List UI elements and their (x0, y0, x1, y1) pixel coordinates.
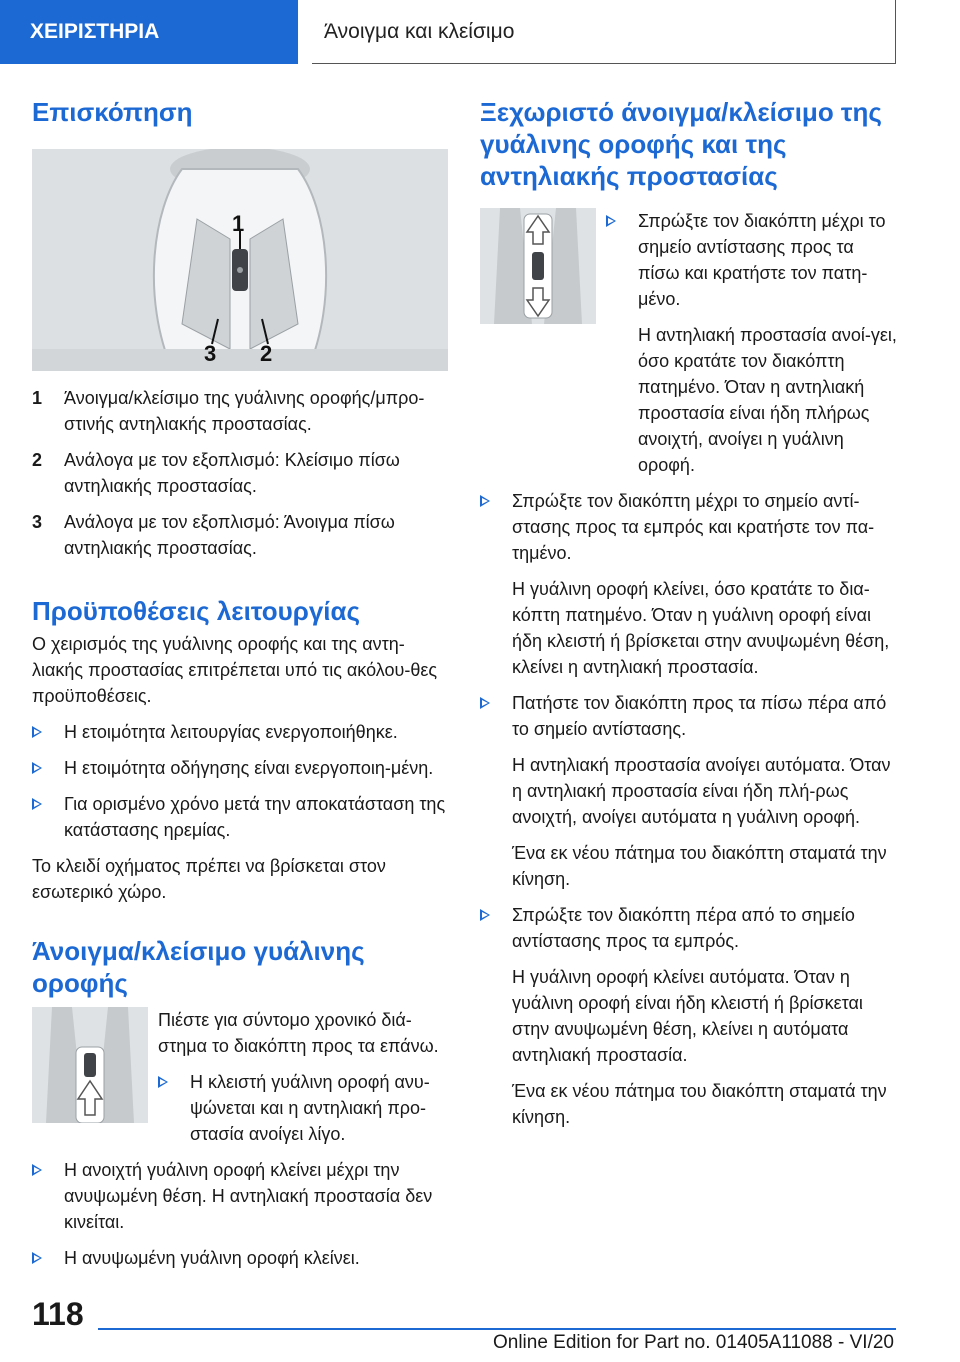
glass-bullet (32, 1245, 452, 1271)
bullet-text: Για ορισμένο χρόνο μετά την αποκατάσταση της κατάστασης ηρεμίας. (64, 794, 446, 840)
separate-bullet (606, 208, 900, 312)
footer-divider (98, 1328, 896, 1330)
overview-item (32, 385, 452, 437)
left-column (32, 96, 452, 1271)
chapter-title: Άνοιγμα και κλείσιμο (324, 19, 515, 43)
bullet-text: Η ανοιχτή γυάλινη οροφή κλείνει μέχρι την ανυψωμένη θέση. Η αντηλιακή προστασία δεν κινείται. (64, 1160, 433, 1232)
bullet-triangle-icon (32, 1252, 42, 1264)
page-number: 118 (32, 1296, 84, 1332)
glass-text (158, 1007, 452, 1147)
item-number: 3 (32, 512, 43, 532)
glass-heading: Άνοιγμα/κλείσιμο γυάλινης οροφής (32, 936, 365, 998)
item-text: Ανάλογα με τον εξοπλισμό: Κλείσιμο πίσω αντηλιακής προστασίας. (64, 450, 400, 496)
overview-item (32, 447, 452, 499)
item-text: Ανάλογα με τον εξοπλισμό: Άνοιγμα πίσω αντηλιακής προστασίας. (64, 512, 395, 558)
bullet-triangle-icon (158, 1076, 168, 1088)
bullet-triangle-icon (480, 697, 490, 709)
bullet-triangle-icon (32, 798, 42, 810)
bullet-text: Σπρώξτε τον διακόπτη μέχρι το σημείο αντί-στασης προς τα εμπρός και κρατήστε τον πα-τημένο. (512, 491, 875, 563)
separate-heading: Ξεχωριστό άνοιγμα/κλείσιμο της γυάλινης οροφής και της αντηλιακής προστασίας (480, 97, 882, 191)
glass-intro: Πιέστε για σύντομο χρονικό διά-στημα το διακόπτη προς τα επάνω. (158, 1010, 439, 1056)
bullet-triangle-icon (32, 1164, 42, 1176)
overview-figure (32, 149, 448, 371)
bullet-text: Η κλειστή γυάλινη οροφή ανυ-ψώνεται και η αντηλιακή προ-στασία ανοίγει λίγο. (190, 1072, 430, 1144)
overview-list (32, 385, 452, 561)
prereq-bullet (32, 791, 452, 843)
bullet-text: Η ετοιμότητα οδήγησης είναι ενεργοποιη-μένη. (64, 758, 434, 778)
separate-note: Η αντηλιακή προστασία ανοί-γει, όσο κρατάτε τον διακόπτη πατημένο. Όταν η αντηλιακή προστασία είναι ήδη πλήρως ανοιχτή, ανοίγει η γυάλινη οροφή. (638, 325, 897, 475)
glass-bullet (32, 1157, 452, 1235)
prereq-outro: Το κλειδί οχήματος πρέπει να βρίσκεται στον εσωτερικό χώρο. (32, 856, 386, 902)
bullet-text: Σπρώξτε τον διακόπτη πέρα από το σημείο αντίστασης προς τα εμπρός. (512, 905, 855, 951)
separate-note: Η αντηλιακή προστασία ανοίγει αυτόματα. Όταν η αντηλιακή προστασία είναι ήδη πλή-ρως ανοιχτή, ανοίγει αυτόματα η γυάλινη οροφή. (512, 755, 891, 827)
glass-row (32, 1007, 452, 1147)
separate-row (480, 208, 900, 478)
callout-2: 2 (260, 341, 273, 366)
bullet-triangle-icon (480, 909, 490, 921)
bullet-text: Πατήστε τον διακόπτη προς τα πίσω πέρα από το σημείο αντίστασης. (512, 693, 887, 739)
overview-heading: Επισκόπηση (32, 97, 193, 127)
glass-sub-bullet (158, 1069, 452, 1147)
header-section: ΧΕΙΡΙΣΤΗΡΙΑ (0, 0, 298, 64)
bullet-triangle-icon (480, 495, 490, 507)
switch-up-figure (32, 1007, 148, 1123)
bullet-triangle-icon (32, 726, 42, 738)
callout-3: 3 (204, 341, 217, 366)
right-column (480, 96, 900, 1130)
prereq-intro: Ο χειρισμός της γυάλινης οροφής και της αντη-λιακής προστασίας επιτρέπεται υπό τις ακόλου-θες προϋποθέσεις. (32, 634, 438, 706)
separate-bullet (480, 488, 900, 566)
separate-note: Η γυάλινη οροφή κλείνει, όσο κρατάτε το δια-κόπτη πατημένο. Όταν η γυάλινη οροφή είναι ήδη κλειστή ή βρίσκεται στην ανυψωμένη θέση, κλείνει η αντηλιακή προστασία. (512, 579, 890, 677)
header-chapter (312, 0, 896, 64)
separate-bullet (480, 902, 900, 954)
item-text: Άνοιγμα/κλείσιμο της γυάλινης οροφής/μπρο-στινής αντηλιακής προστασίας. (64, 388, 425, 434)
item-number: 2 (32, 450, 43, 470)
prereq-bullet (32, 719, 452, 745)
separate-bullet (480, 690, 900, 742)
bullet-triangle-icon (32, 762, 42, 774)
overview-item (32, 509, 452, 561)
separate-note: Ένα εκ νέου πάτημα του διακόπτη σταματά την κίνηση. (512, 1081, 887, 1127)
bullet-text: Η ετοιμότητα λειτουργίας ενεργοποιήθηκε. (64, 722, 398, 742)
callout-1: 1 (232, 211, 245, 236)
item-number: 1 (32, 388, 43, 408)
switch-updown-figure (480, 208, 596, 324)
separate-note: Η γυάλινη οροφή κλείνει αυτόματα. Όταν η γυάλινη οροφή είναι ήδη κλειστή ή βρίσκεται στην ανυψωμένη θέση, κλείνει η αυτόματα αντηλιακή προστασία. (512, 967, 863, 1065)
prereq-heading: Προϋποθέσεις λειτουργίας (32, 596, 361, 626)
bullet-text: Η ανυψωμένη γυάλινη οροφή κλείνει. (64, 1248, 360, 1268)
separate-note: Ένα εκ νέου πάτημα του διακόπτη σταματά την κίνηση. (512, 843, 887, 889)
edition-note: Online Edition for Part no. 01405A11088 - VI/20 (492, 1332, 894, 1353)
bullet-triangle-icon (606, 215, 616, 227)
separate-text (606, 208, 900, 478)
prereq-bullet (32, 755, 452, 781)
bullet-text: Σπρώξτε τον διακόπτη μέχρι το σημείο αντίστασης προς τα πίσω και κρατήστε τον πατη-μένο. (638, 211, 886, 309)
